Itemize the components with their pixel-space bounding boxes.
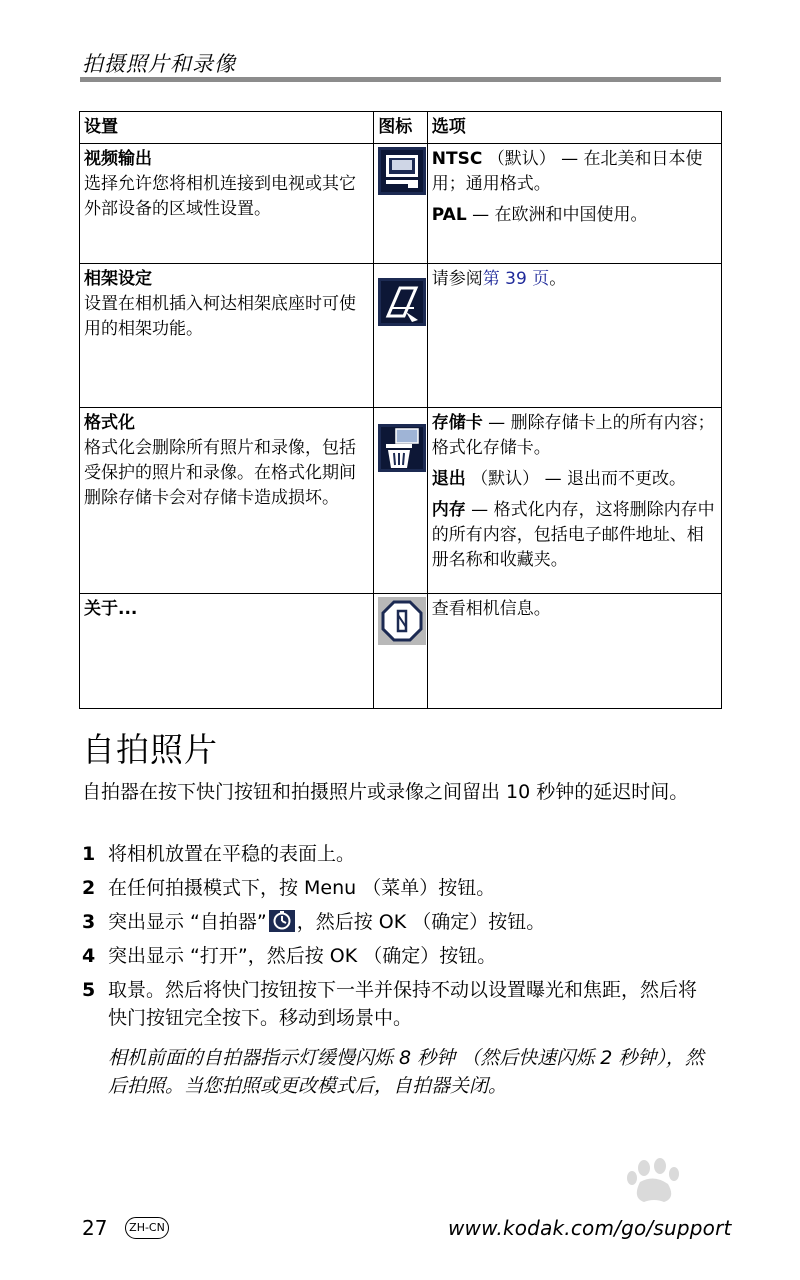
col-header-setting: 设置 <box>80 112 374 144</box>
result-note: 相机前面的自拍器指示灯缓慢闪烁 8 秒钟 （然后快速闪烁 2 秒钟），然后拍照。当您拍照或更改模式后，自拍器关闭。 <box>108 1047 704 1097</box>
setting-title: 相架设定 <box>84 269 152 289</box>
setting-cell <box>80 264 374 408</box>
col-header-icon: 图标 <box>374 112 428 144</box>
step-number: 2 <box>82 877 96 899</box>
option-name: NTSC <box>431 149 483 169</box>
options-cell <box>427 144 721 264</box>
settings-table <box>79 111 722 709</box>
option-text: 。 <box>549 269 567 289</box>
icon-cell <box>374 594 428 709</box>
steps-list <box>82 840 712 1038</box>
step-text: 在任何拍摄模式下，按 Menu （菜单）按钮。 <box>108 877 496 899</box>
option-name: 内存 <box>431 500 466 520</box>
intro-paragraph: 自拍器在按下快门按钮和拍摄照片或录像之间留出 10 秒钟的延迟时间。 <box>82 781 689 803</box>
setting-cell <box>80 594 374 709</box>
setting-title: 格式化 <box>84 413 135 433</box>
step-number: 5 <box>82 979 96 1001</box>
setting-description: 设置在相机插入柯达相架底座时可使用的相架功能。 <box>84 294 356 339</box>
option-name: PAL <box>431 205 467 225</box>
list-item <box>82 976 712 1032</box>
option-line <box>432 498 716 573</box>
header-rule <box>80 77 721 82</box>
setting-description: 选择允许您将相机连接到电视或其它外部设备的区域性设置。 <box>84 174 356 219</box>
table-header-row <box>80 112 722 144</box>
options-cell <box>427 264 721 408</box>
setting-title: 视频输出 <box>84 149 152 169</box>
self-timer-icon <box>269 910 295 932</box>
footer-url[interactable]: www.kodak.com/go/support <box>448 1216 732 1240</box>
language-badge: ZH-CN <box>125 1217 169 1239</box>
option-text: — 在欧洲和中国使用。 <box>466 205 648 225</box>
list-item <box>82 942 712 970</box>
step-number: 1 <box>82 843 96 865</box>
table-row <box>80 408 722 594</box>
setting-cell <box>80 408 374 594</box>
format-trash-icon <box>378 424 426 472</box>
step-text: 取景。然后将快门按钮按下一半并保持不动以设置曝光和焦距，然后将快门按钮完全按下。移动到场景中。 <box>108 979 698 1029</box>
table-row <box>80 264 722 408</box>
option-name: 存储卡 <box>431 413 483 433</box>
option-line <box>432 203 716 228</box>
section-heading: 自拍照片 <box>82 730 218 769</box>
list-item <box>82 840 712 868</box>
running-header: 拍摄照片和录像 <box>82 52 236 76</box>
page-number: 27 <box>82 1216 108 1240</box>
setting-description: 格式化会删除所有照片和录像，包括受保护的照片和录像。在格式化期间删除存储卡会对存储卡造成损坏。 <box>84 438 356 508</box>
option-line <box>432 411 716 461</box>
step-number: 4 <box>82 945 96 967</box>
option-line <box>432 467 716 492</box>
setting-title: 关于... <box>84 599 138 619</box>
option-text: 查看相机信息。 <box>431 599 551 619</box>
option-line <box>432 147 716 197</box>
icon-cell <box>374 408 428 594</box>
step-text: 突出显示 “打开”，然后按 OK （确定）按钮。 <box>108 945 497 967</box>
baidu-watermark-logo <box>548 1158 758 1256</box>
option-text: — 删除存储卡上的所有内容；格式化存储卡。 <box>431 413 715 458</box>
step-number: 3 <box>82 911 96 933</box>
option-name: 退出 <box>431 469 466 489</box>
about-info-icon <box>378 597 426 645</box>
option-text: 请参阅 <box>431 269 483 289</box>
option-text: （默认） — 退出而不更改。 <box>465 469 686 489</box>
step-text: 突出显示 “自拍器” <box>108 911 267 933</box>
setting-cell <box>80 144 374 264</box>
step-text: ，然后按 OK （确定）按钮。 <box>296 911 546 933</box>
list-item <box>82 874 712 902</box>
option-text: （默认） — 在北美和日本使用；通用格式。 <box>431 149 703 194</box>
table-row <box>80 144 722 264</box>
list-item <box>82 908 712 936</box>
option-text: — 格式化内存，这将删除内存中的所有内容，包括电子邮件地址、相册名称和收藏夹。 <box>431 500 715 570</box>
tv-video-out-icon <box>378 147 426 195</box>
frame-dock-icon <box>378 278 426 326</box>
options-cell <box>427 594 721 709</box>
page-link[interactable]: 第 39 页 <box>482 269 550 289</box>
table-row <box>80 594 722 709</box>
step-text: 将相机放置在平稳的表面上。 <box>108 843 356 865</box>
col-header-options: 选项 <box>427 112 721 144</box>
options-cell <box>427 408 721 594</box>
icon-cell <box>374 144 428 264</box>
icon-cell <box>374 264 428 408</box>
